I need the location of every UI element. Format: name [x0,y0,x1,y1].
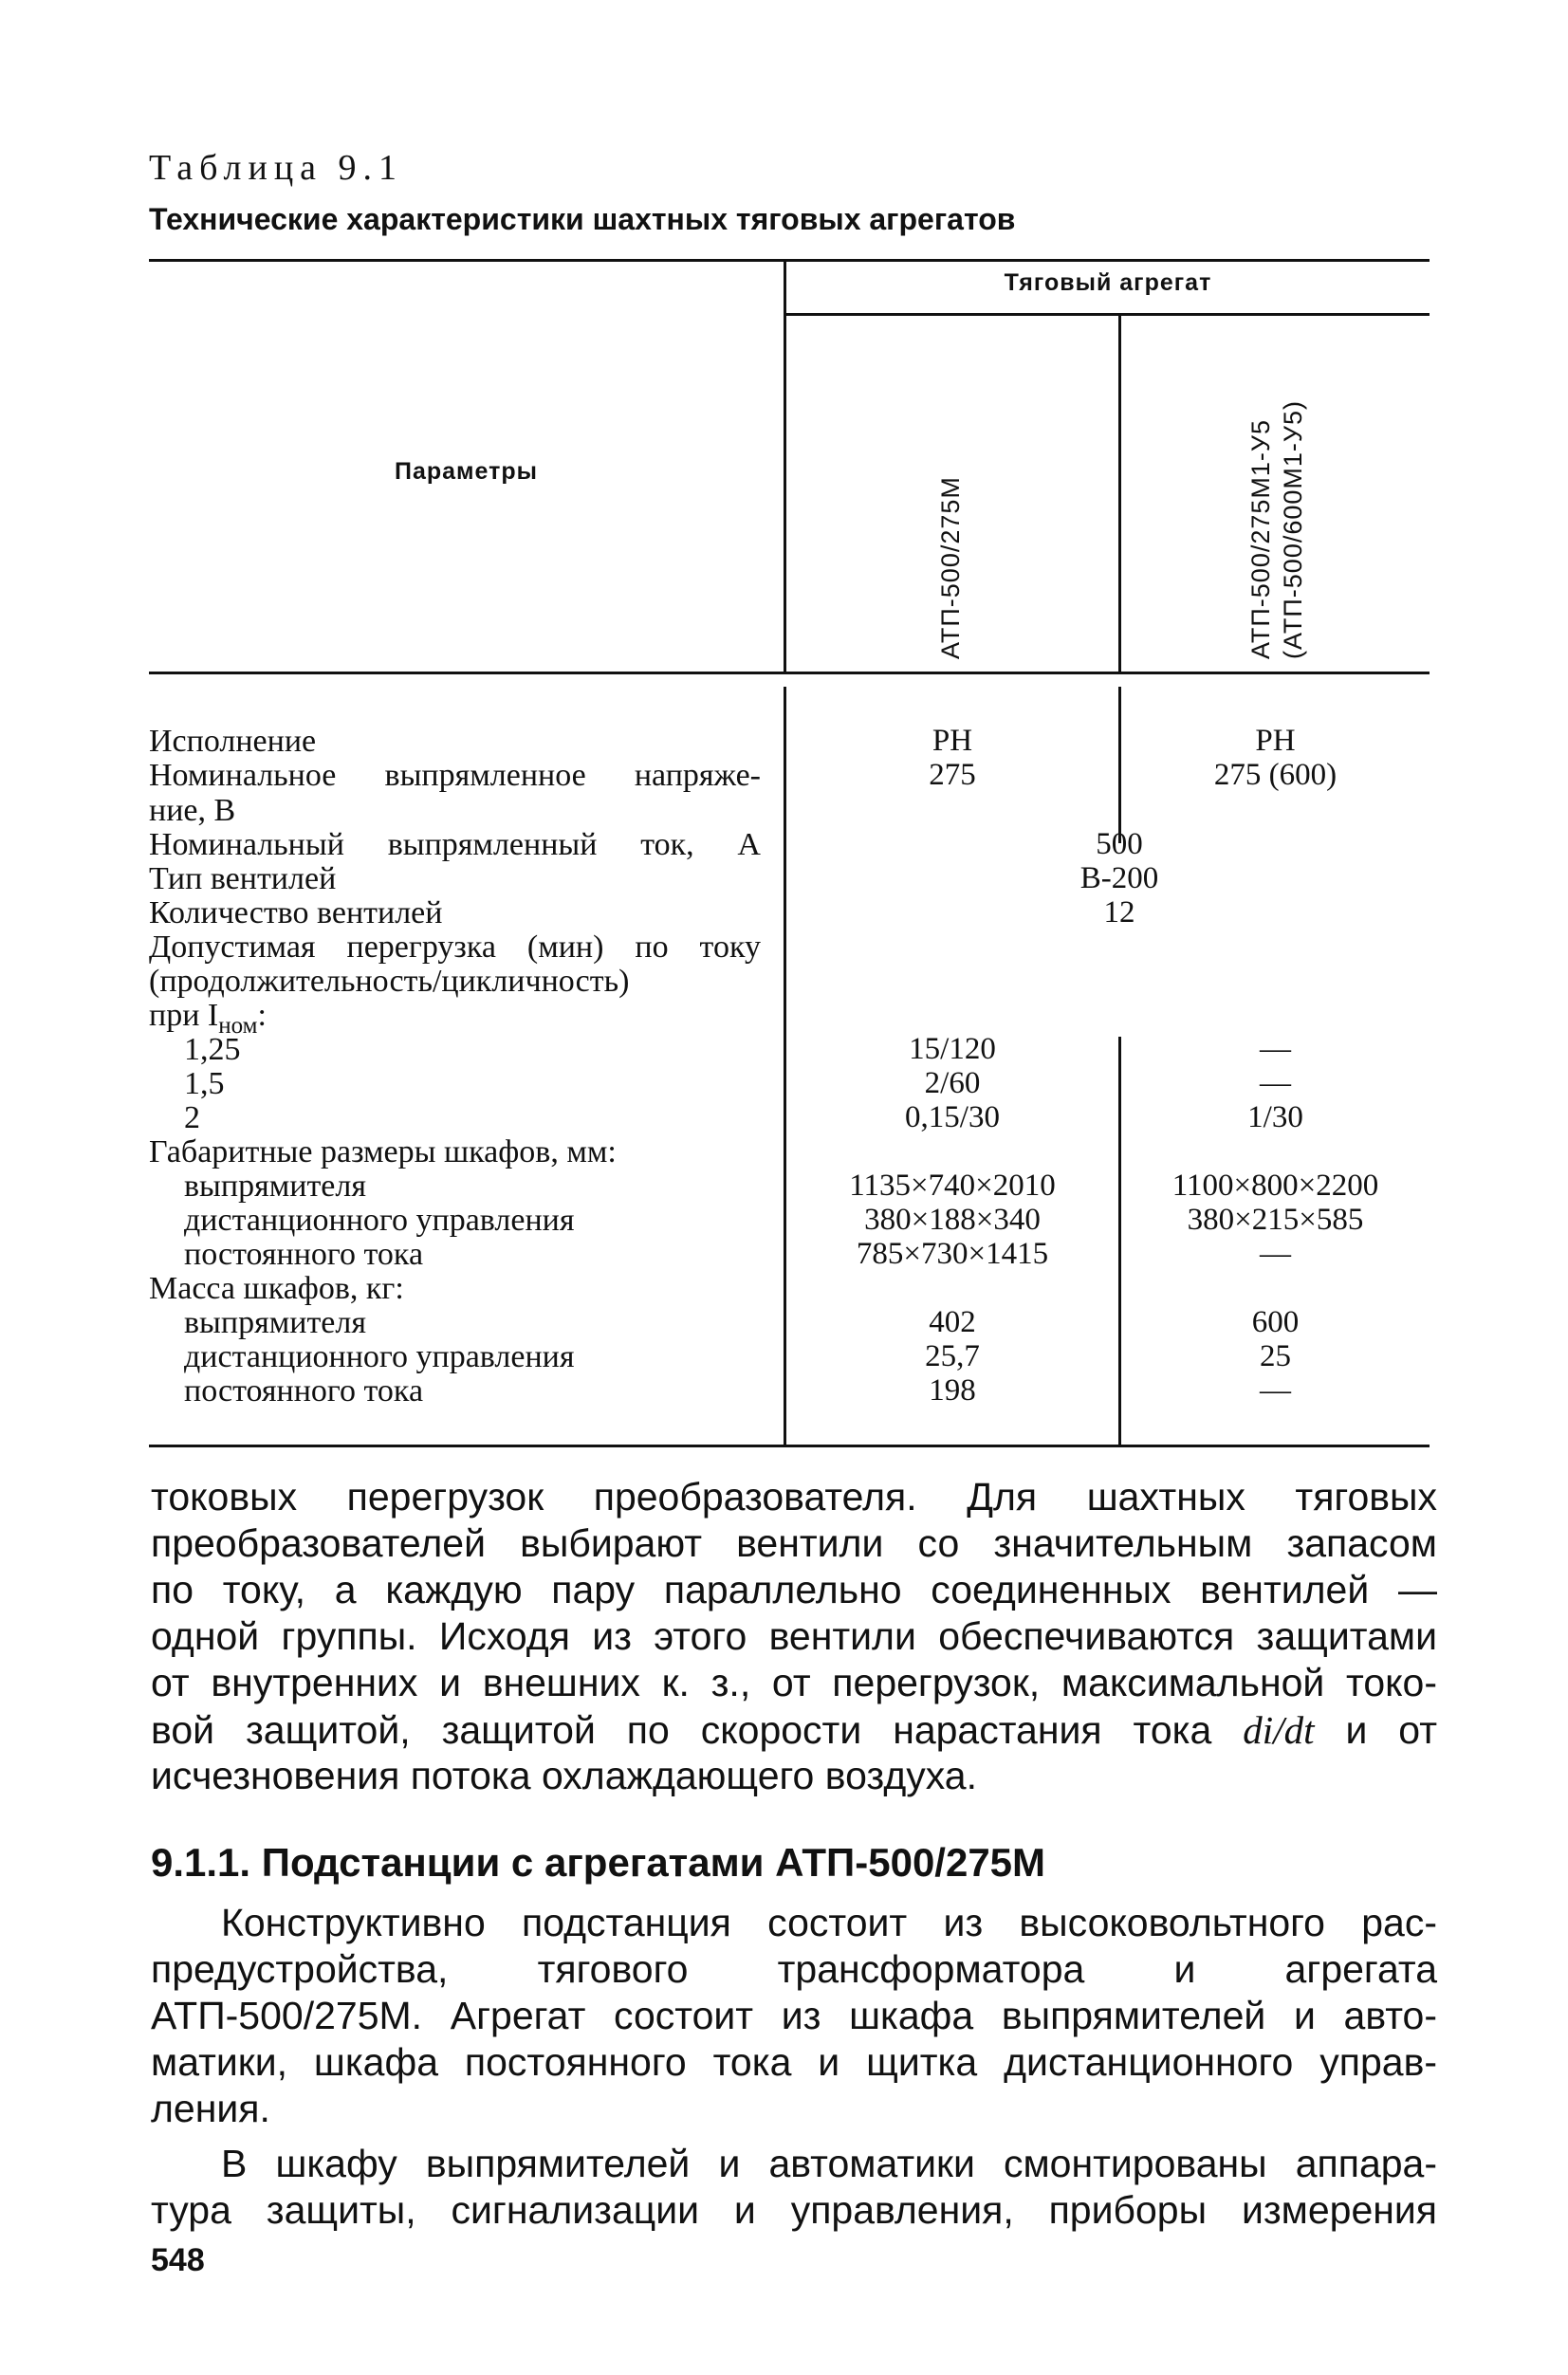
column-header-atp-500-275m: АТП-500/275М [936,476,965,659]
param-row: постоянного тока [184,1373,424,1408]
table-bottom-rule [149,1445,1430,1447]
cell-col2: 1100×800×2200 [1171,1169,1379,1203]
text-line: преобразователей выбирают вентили со значительным запасом [151,1521,1437,1565]
table-label: Таблица 9.1 [149,148,404,188]
param-row: Масса шкафов, кг: [149,1271,404,1306]
cell-col1: РН [932,724,973,758]
cell-col2: РН [1255,724,1296,758]
cell-col2: — [1260,1373,1291,1408]
text-line: по току, а каждую пару параллельно соединенных вентилей — [151,1568,1437,1611]
param-row: (продолжительность/цикличность) [149,964,630,999]
table-title: Технические характеристики шахтных тяговых агрегатов [149,202,1016,236]
text-line: одной группы. Исходя из этого вентили обеспечиваются защитами [151,1614,1437,1658]
param-row: ние, В [149,793,236,828]
cell-shared: В-200 [1079,861,1159,895]
param-row: при $I_{ном}$: [149,998,267,1039]
cell-col2: — [1260,1066,1291,1100]
header-bottom-rule [149,672,1430,674]
text-line: токовых перегрузок преобразователя. Для шахтных тяговых [151,1475,1437,1519]
cell-col1: 402 [929,1305,976,1339]
cell-col1: 785×730×1415 [856,1237,1049,1271]
cell-shared: 12 [1103,895,1135,930]
cell-shared: 500 [1096,827,1143,861]
param-row: выпрямителя [184,1169,366,1204]
page-number: 548 [151,2242,205,2278]
col-divider-head [1118,316,1121,672]
param-row: 2 [184,1100,200,1135]
cell-col1: 15/120 [909,1032,996,1066]
param-row: дистанционного управления [184,1203,575,1238]
table-top-rule [149,259,1430,262]
text-line: АТП-500/275М. Агрегат состоит из шкафа выпрямителей и авто- [151,1994,1437,2037]
param-row: Габаритные размеры шкафов, мм: [149,1134,617,1169]
cell-col2: 600 [1251,1305,1300,1339]
column-header-atp-500-275m1-u5: АТП-500/275М1-У5 [1246,418,1275,659]
param-row: Номинальное выпрямленное напряже- [149,758,761,793]
group-header-rule [786,313,1430,316]
cell-col1: 380×188×340 [864,1203,1041,1237]
cell-col1: 198 [929,1373,976,1408]
text-line: тура защиты, сигнализации и управления, приборы измерения [151,2188,1437,2232]
param-row: выпрямителя [184,1305,366,1340]
param-divider-head [784,262,786,672]
param-row: Исполнение [149,724,317,759]
param-row: постоянного тока [184,1237,424,1272]
param-row: Допустимая перегрузка (мин) по току [149,930,761,965]
text-line: ления. [151,2087,270,2130]
param-row: Тип вентилей [149,861,337,896]
text-line: Конструктивно подстанция состоит из высоковольтного рас- [221,1901,1437,1944]
cell-col2: 25 [1260,1339,1291,1373]
cell-col2: 275 (600) [1213,758,1337,792]
cell-col2: 380×215×585 [1187,1203,1364,1237]
param-row: 1,25 [184,1032,241,1067]
cell-col2: 1/30 [1247,1100,1303,1134]
cell-col1: 1135×740×2010 [849,1169,1056,1203]
cell-col1: 25,7 [925,1339,980,1373]
text-line: вой защитой, защитой по скорости нарастания тока di/dt и от [151,1708,1437,1752]
section-heading: 9.1.1. Подстанции с агрегатами АТП-500/275М [151,1840,1046,1885]
param-column-header: Параметры [395,458,538,485]
text-line: В шкафу выпрямителей и автоматики смонтированы аппара- [221,2142,1437,2185]
cell-col1: 0,15/30 [905,1100,1000,1134]
group-header: Тяговый агрегат [1004,269,1212,296]
cell-col2: — [1260,1032,1291,1066]
text-line: матики, шкафа постоянного тока и щитка дистанционного управ- [151,2040,1437,2084]
cell-col1: 2/60 [924,1066,981,1100]
param-row: 1,5 [184,1066,225,1101]
cell-col1: 275 [929,758,976,792]
param-row: дистанционного управления [184,1339,575,1374]
column-header-atp-500-600m1-u5: (АТП-500/600М1-У5) [1279,399,1307,659]
text-line: исчезновения потока охлаждающего воздуха. [151,1754,977,1797]
text-line: предустройства, тягового трансформатора и агрегата [151,1947,1437,1991]
param-row: Номинальный выпрямленный ток, А [149,827,761,862]
cell-col2: — [1260,1237,1291,1271]
param-row: Количество вентилей [149,895,443,930]
text-line: от внутренних и внешних к. з., от перегрузок, максимальной токо- [151,1661,1437,1704]
